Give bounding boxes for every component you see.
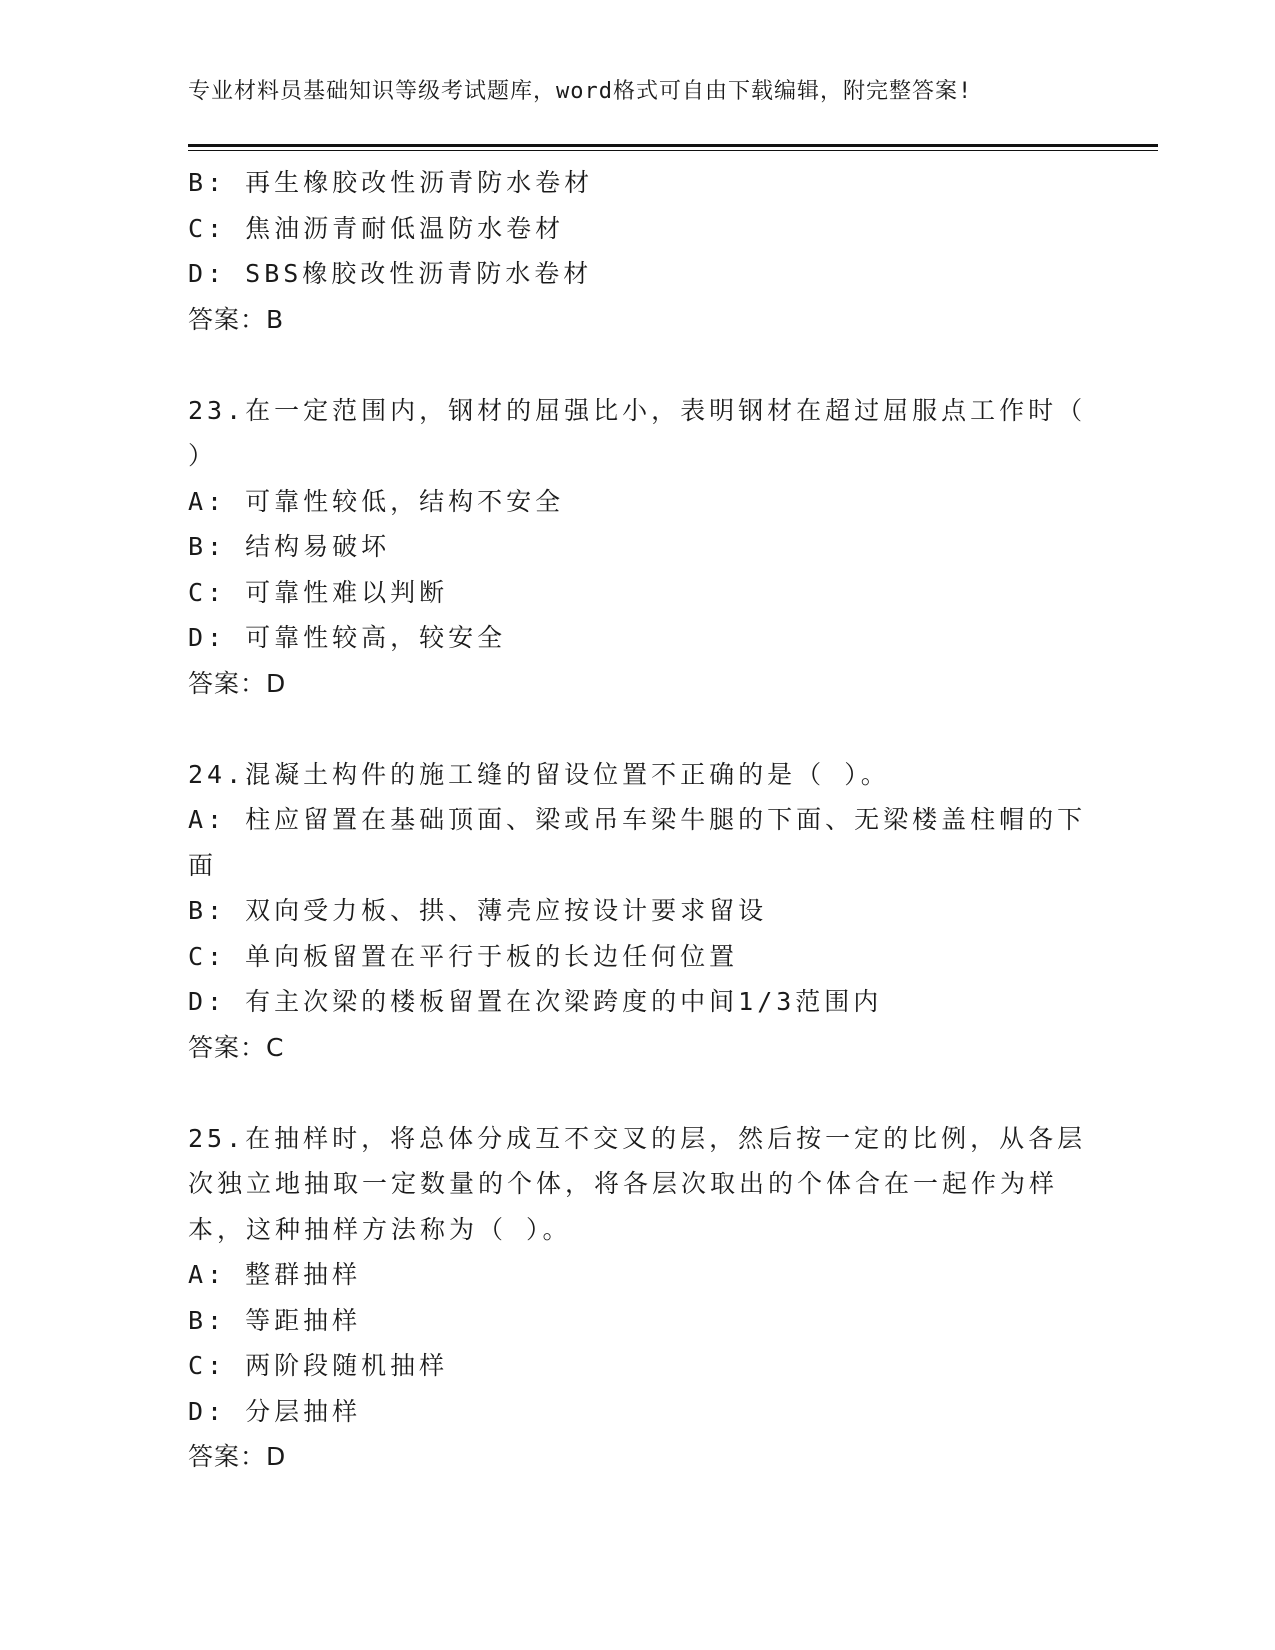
option-a: A: 柱应留置在基础顶面、梁或吊车梁牛腿的下面、无梁楼盖柱帽的下 [188,805,1087,834]
answer: 答案：D [188,668,287,698]
answer: 答案：B [188,304,285,334]
question-25 [188,1116,1088,1480]
option-a: A: 可靠性较低，结构不安全 [188,486,565,516]
option-c: C: 两阶段随机抽样 [188,1351,449,1380]
question-23 [188,388,1088,707]
answer: 答案：D [188,1442,287,1471]
spacer [188,342,1088,388]
page-header: 专业材料员基础知识等级考试题库，word格式可自由下载编辑，附完整答案! [188,79,973,104]
question-list [188,160,1088,1480]
spacer [188,706,1088,752]
option-d: D: 可靠性较高，较安全 [188,623,507,652]
question-stem: 24.混凝土构件的施工缝的留设位置不正确的是（ ）。 [188,759,890,789]
question-24 [188,752,1088,1071]
question-stem: 本，这种抽样方法称为（ ）。 [188,1214,572,1244]
header-rule-thick [188,144,1158,147]
question-stem: 25.在抽样时，将总体分成互不交叉的层，然后按一定的比例，从各层 [188,1123,1087,1153]
question-stem: ） [188,441,218,470]
question-stem: 次独立地抽取一定数量的个体，将各层次取出的个体合在一起作为样 [188,1169,1059,1198]
option-b: B: 等距抽样 [188,1305,362,1335]
header-rule-thin [188,150,1158,151]
option-c: C: 单向板留置在平行于板的长边任何位置 [188,941,739,971]
question-22-continued [188,160,1088,342]
option-d: D: 有主次梁的楼板留置在次梁跨度的中间1/3范围内 [188,987,883,1016]
option-a: A: 整群抽样 [188,1260,362,1289]
option-a-continued: 面 [188,850,218,880]
answer: 答案：C [188,1032,285,1062]
option-b: B: 双向受力板、拱、薄壳应按设计要求留设 [188,896,768,925]
option-b: B: 再生橡胶改性沥青防水卷材 [188,168,594,197]
question-stem: 23.在一定范围内，钢材的屈强比小，表明钢材在超过屈服点工作时（ [188,395,1087,425]
spacer [188,1070,1088,1116]
option-c: C: 可靠性难以判断 [188,577,449,607]
option-d: D: 分层抽样 [188,1396,362,1426]
option-d: D: SBS橡胶改性沥青防水卷材 [188,259,593,288]
option-c: C: 焦油沥青耐低温防水卷材 [188,213,565,243]
option-b: B: 结构易破坏 [188,532,391,561]
